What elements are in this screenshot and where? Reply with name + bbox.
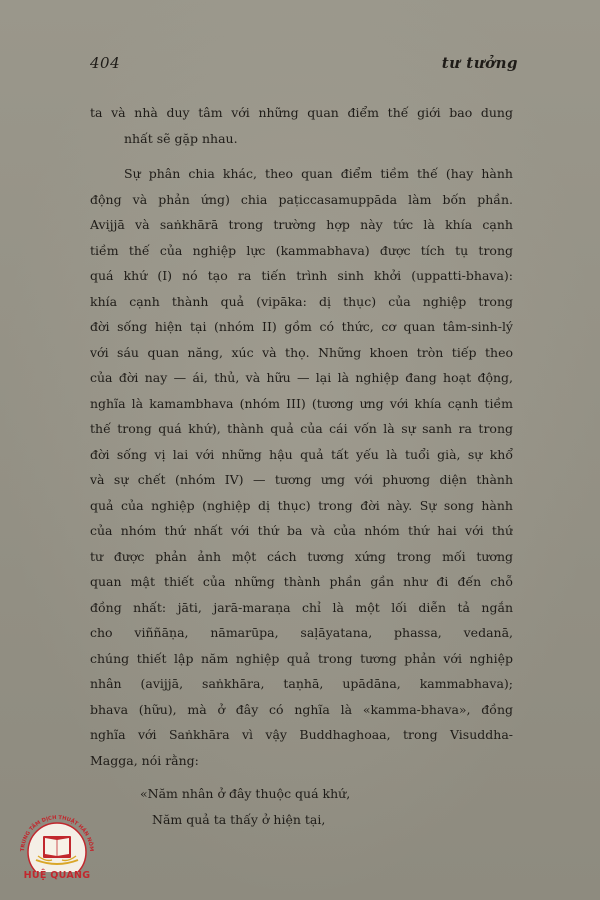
text-line: nghĩa với Saṅkhāra vì vậy Buddhaghoaa, trong Visuddha- [90, 727, 513, 742]
text-line: bhava (hữu), mà ở đây có nghĩa là «kamma-bhava», đồng [90, 701, 513, 717]
text-line: cho viññāṇa, nāmarūpa, saḷāyatana, phassa, vedanā, [90, 625, 513, 640]
text-line: tiềm thế của nghiệp lực (kammabhava) được tích tụ trong [90, 242, 513, 258]
text-line: quan mật thiết của những thành phần gần như đi đến chỗ [90, 574, 513, 589]
text-line: đồng nhất: jāti, jarā-maraṇa chỉ là một lối diễn tả ngắn [90, 599, 513, 615]
text-line: của nhóm thứ nhất với thứ ba và của nhóm thứ hai với thứ [90, 523, 513, 538]
verse-quote [90, 781, 513, 832]
text-line: chúng thiết lập năm nghiệp quả trong tương phản với nghiệp [90, 650, 513, 666]
text-line: động và phản ứng) chia paṭiccasamuppāda làm bốn phần. [90, 191, 513, 207]
running-title: tư tưởng [441, 54, 518, 72]
text-line: ta và nhà duy tâm với những quan điểm thế giới bao dung [90, 105, 513, 120]
logo-text: HUỆ QUANG [23, 870, 91, 881]
text-line: và sự chết (nhóm IV) — tương ưng với phương diện thành [90, 472, 513, 487]
text-line: Magga, nói rằng: [90, 752, 199, 768]
text-line: đời sống hiện tại (nhóm II) gồm có thức, cơ quan tâm-sinh-lý [90, 319, 513, 334]
text-line: quả của nghiệp (nghiệp dị thục) trong đời này. Sự song hành [90, 497, 513, 513]
page-header [0, 54, 600, 78]
body-text [90, 100, 513, 832]
text-line: khía cạnh thành quả (vipāka: dị thục) của nghiệp trong [90, 293, 513, 309]
text-line: nghĩa là kamambhava (nhóm III) (tương ưng với khía cạnh tiềm [90, 395, 513, 411]
text-line: Avijjā và saṅkhārā trong trường hợp này tức là khía cạnh [90, 217, 513, 232]
text-line: đời sống vị lai với những hậu quả tất yếu là tuổi già, sự khổ [90, 446, 513, 462]
paragraph-1 [90, 100, 513, 151]
open-book-logo-icon [16, 812, 98, 872]
text-line: nhất sẽ gặp nhau. [124, 130, 238, 146]
paragraph-2 [90, 161, 513, 773]
page-number: 404 [90, 54, 121, 72]
text-line: của đời nay — ái, thủ, và hữu — lại là nghiệp đang hoạt động, [90, 370, 513, 385]
text-line: nhân (avijjā, saṅkhāra, taṇhā, upādāna, kammabhava); [90, 676, 513, 691]
quote-line: Năm quả ta thấy ở hiện tại, [152, 811, 326, 827]
text-line: với sáu quan năng, xúc và thọ. Những khoen tròn tiếp theo [90, 344, 513, 360]
hue-quang-watermark-logo [16, 812, 98, 882]
logo-arc-text: TRUNG TÂM DỊCH THUẬT HÁN NÔM [19, 814, 95, 852]
text-line: quá khứ (I) nó tạo ra tiến trình sinh khởi (uppatti-bhava): [90, 268, 513, 283]
text-line: tư được phản ảnh một cách tương xứng trong mối tương [90, 548, 513, 564]
text-line: thế trong quá khứ), thành quả của cái vốn là sự sanh ra trong [90, 421, 513, 436]
quote-line: «Năm nhân ở đây thuộc quá khứ, [140, 786, 351, 801]
text-line: Sự phân chia khác, theo quan điểm tiềm thế (hay hành [124, 166, 513, 181]
